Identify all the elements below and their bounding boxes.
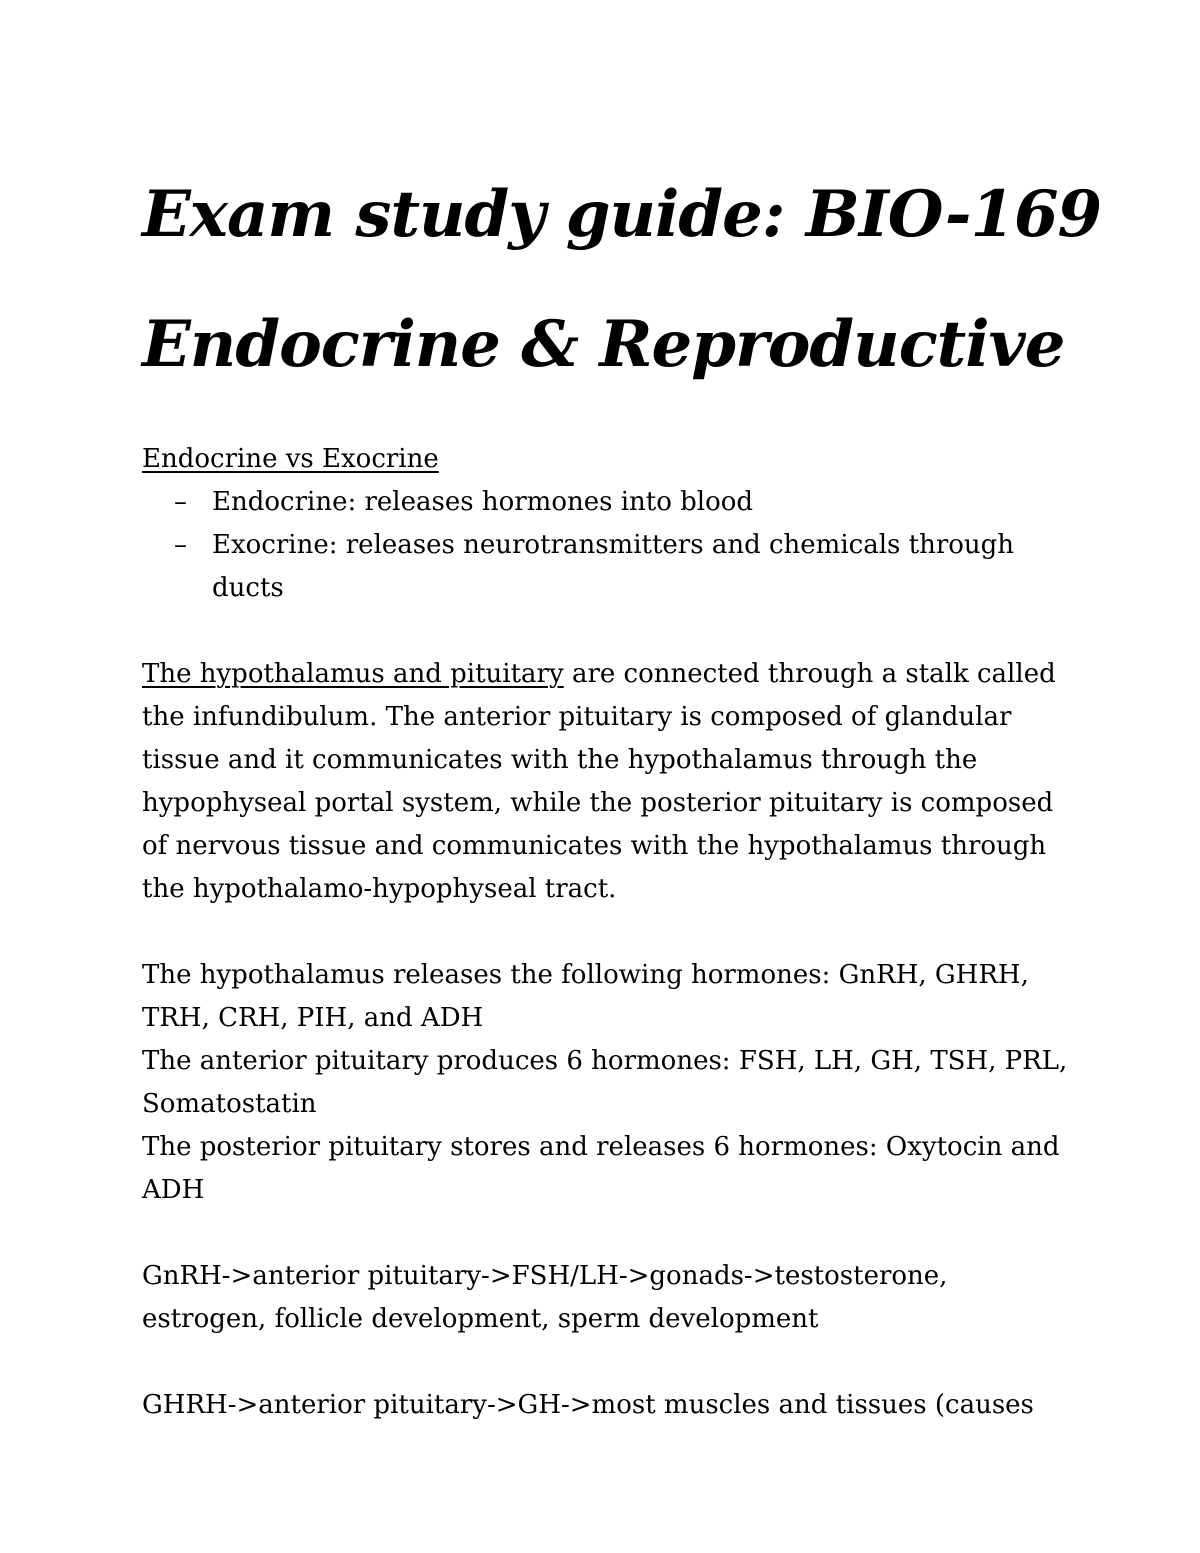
pathway-gnrh: GnRH->anterior pituitary->FSH/LH->gonads->testosterone, estrogen, follicle development, sperm development bbox=[142, 1261, 948, 1334]
paragraph-text: are connected through a stalk called the infundibulum. The anterior pituitary is composed of glandular tissue and it communicates with the hypothalamus through the hypophyseal portal system, while the posterior pituitary is composed of nervous tissue and communicates with the hypothalamus through the hypothalamo-hypophyseal tract. bbox=[142, 659, 1056, 904]
document-page bbox=[142, 150, 1101, 1427]
bullet-dash: – bbox=[174, 530, 187, 560]
hormone-summary-line: The anterior pituitary produces 6 hormones: FSH, LH, GH, TSH, PRL, Somatostatin bbox=[142, 1046, 1068, 1119]
list-item-text: Endocrine: releases hormones into blood bbox=[212, 487, 754, 517]
title-line-1: Exam study guide: BIO-169 bbox=[142, 177, 1101, 252]
document-title bbox=[142, 150, 1101, 410]
endocrine-exocrine-list bbox=[142, 481, 1072, 610]
document-body bbox=[142, 438, 1072, 1427]
hormone-summary bbox=[142, 954, 1072, 1212]
bullet-dash: – bbox=[174, 487, 187, 517]
list-item bbox=[142, 524, 1072, 610]
hormone-summary-line: The hypothalamus releases the following hormones: GnRH, GHRH, TRH, CRH, PIH, and ADH bbox=[142, 960, 1029, 1033]
title-line-2: Endocrine & Reproductive bbox=[142, 307, 1065, 382]
underlined-term: The hypothalamus and pituitary bbox=[142, 659, 564, 689]
section-heading-endocrine-vs-exocrine: Endocrine vs Exocrine bbox=[142, 444, 439, 474]
hormone-summary-line: The posterior pituitary stores and releases 6 hormones: Oxytocin and ADH bbox=[142, 1132, 1060, 1205]
list-item bbox=[142, 481, 1072, 524]
paragraph-hypothalamus-pituitary bbox=[142, 653, 1072, 911]
list-item-text: Exocrine: releases neurotransmitters and chemicals through ducts bbox=[212, 530, 1015, 603]
pathway-ghrh: GHRH->anterior pituitary->GH->most muscles and tissues (causes bbox=[142, 1390, 1034, 1420]
